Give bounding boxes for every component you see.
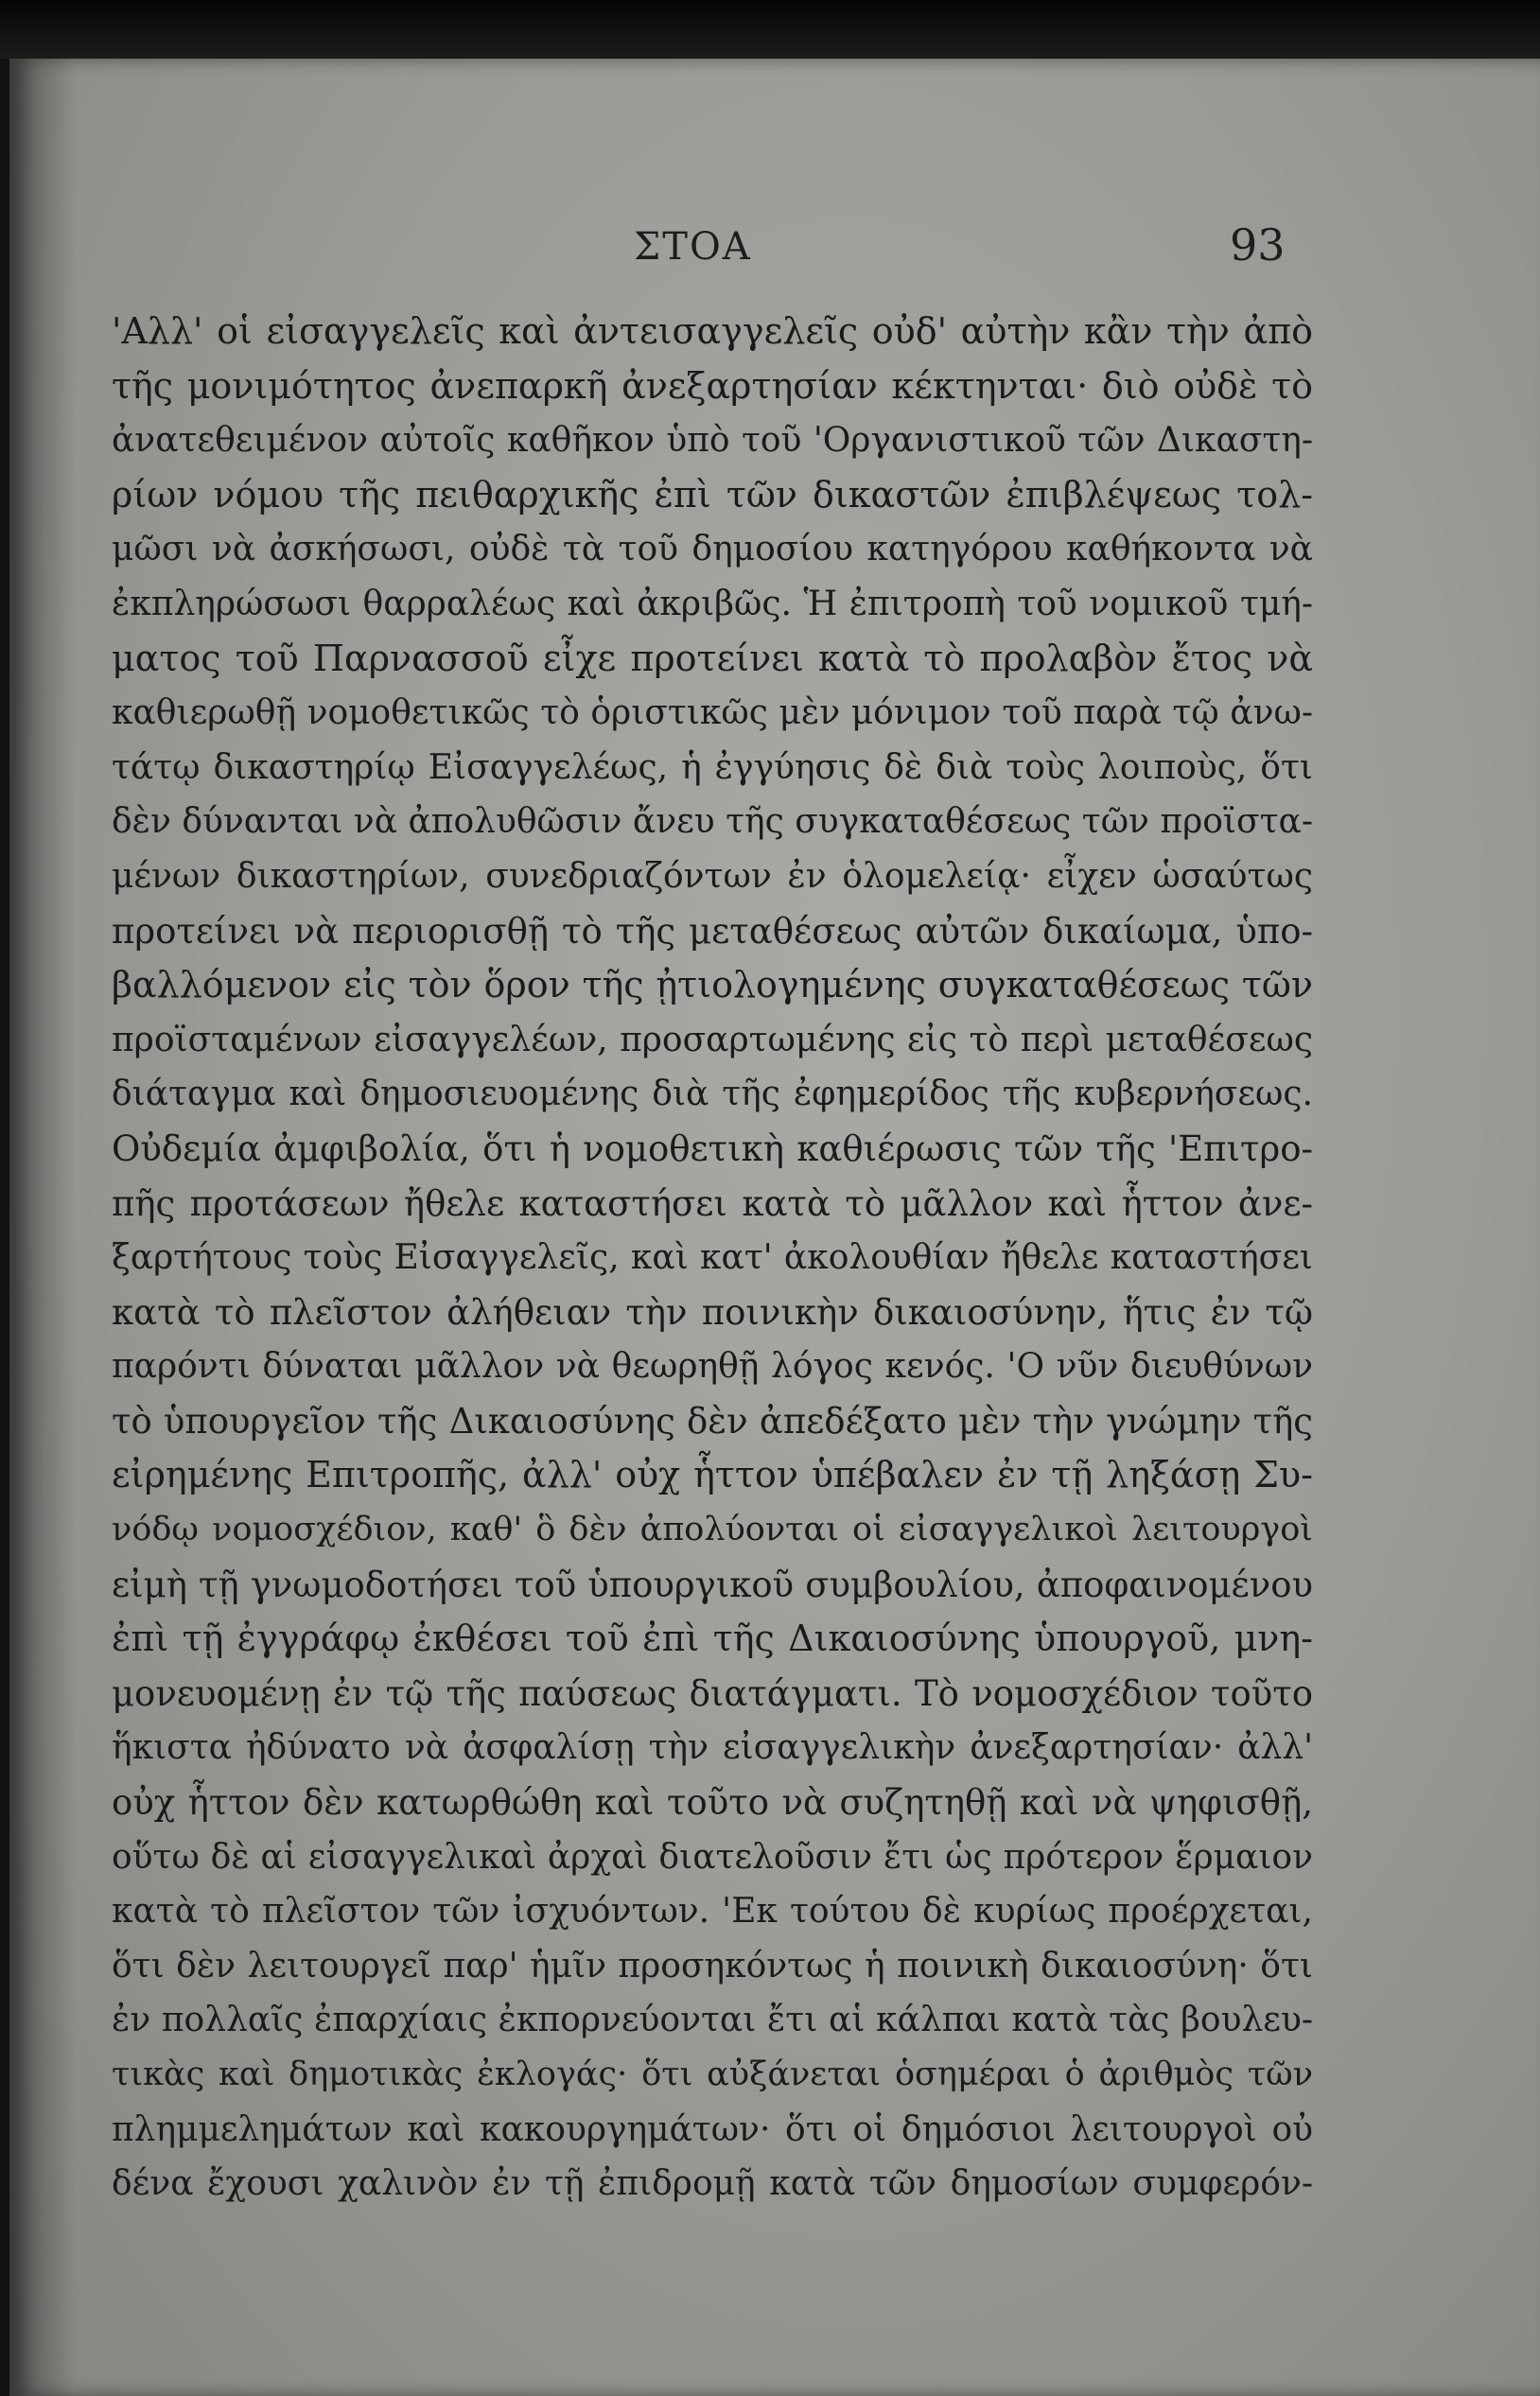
text-line: πλημμελημάτων καὶ κακουργημάτων· ὅτι οἱ δημόσιοι λειτουργοὶ οὐ (112, 2109, 1313, 2149)
text-line: ἥκιστα ἠδύνατο νὰ ἀσφαλίσῃ τὴν εἰσαγγελικὴν ἀνεξαρτησίαν· ἀλλ' (112, 1728, 1313, 1768)
text-line: οὐχ ἧττον δὲν κατωρθώθη καὶ τοῦτο νὰ συζητηθῇ καὶ νὰ ψηφισθῇ, (112, 1782, 1313, 1824)
text-line: προτείνει νὰ περιορισθῇ τὸ τῆς μεταθέσεως αὐτῶν δικαίωμα, ὑπο- (112, 910, 1313, 952)
text-line: ξαρτήτους τοὺς Εἰσαγγελεῖς, καὶ κατ' ἀκολουθίαν ἤθελε καταστήσει (112, 1238, 1313, 1278)
body-text (112, 305, 1313, 2212)
text-line: πῆς προτάσεων ἤθελε καταστήσει κατὰ τὸ μᾶλλον καὶ ἧττον ἀνε- (112, 1182, 1313, 1224)
text-line: καθιερωθῇ νομοθετικῶς τὸ ὁριστικῶς μὲν μόνιμον τοῦ παρὰ τῷ ἀνω- (112, 693, 1313, 733)
text-line: εἰρημένης Επιτροπῆς, ἀλλ' οὐχ ἧττον ὑπέβαλεν ἐν τῇ ληξάσῃ Συ- (112, 1454, 1313, 1496)
text-line: δένα ἔχουσι χαλινὸν ἐν τῇ ἐπιδρομῇ κατὰ τῶν δημοσίων συμφερόν- (112, 2164, 1313, 2204)
text-line: ἐν πολλαῖς ἐπαρχίαις ἐκπορνεύονται ἔτι αἱ κάλπαι κατὰ τὰς βουλευ- (112, 2001, 1313, 2040)
text-line: διάταγμα καὶ δημοσιευομένης διὰ τῆς ἐφημερίδος τῆς κυβερνήσεως. (112, 1075, 1313, 1114)
text-line: ὅτι δὲν λειτουργεῖ παρ' ἡμῖν προσηκόντως ἡ ποινικὴ δικαιοσύνη· ὅτι (112, 1946, 1313, 1985)
text-line: τὸ ὑπουργεῖον τῆς Δικαιοσύνης δὲν ἀπεδέξατο μὲν τὴν γνώμην τῆς (112, 1400, 1313, 1442)
text-line: Οὐδεμία ἀμφιβολία, ὅτι ἡ νομοθετικὴ καθιέρωσις τῶν τῆς 'Επιτρο- (112, 1128, 1313, 1169)
text-line: μονευομένῃ ἐν τῷ τῆς παύσεως διατάγματι. Τὸ νομοσχέδιον τοῦτο (112, 1672, 1313, 1714)
text-line: ἐκπληρώσωσι θαρραλέως καὶ ἀκριβῶς. Ἡ ἐπιτροπὴ τοῦ νομικοῦ τμή- (112, 584, 1313, 623)
gutter-shadow (9, 59, 76, 2396)
text-line: εἰμὴ τῇ γνωμοδοτήσει τοῦ ὑπουργικοῦ συμβουλίου, ἀποφαινομένου (112, 1564, 1313, 1605)
text-line: νόδῳ νομοσχέδιον, καθ' ὃ δὲν ἀπολύονται οἱ εἰσαγγελικοὶ λειτουργοὶ (112, 1511, 1313, 1549)
text-line: ἐπὶ τῇ ἐγγράφῳ ἐκθέσει τοῦ ἐπὶ τῆς Δικαιοσύνης ὑπουργοῦ, μνη- (112, 1618, 1313, 1660)
text-line: κατὰ τὸ πλεῖστον ἀλήθειαν τὴν ποινικὴν δικαιοσύνην, ἥτις ἐν τῷ (112, 1291, 1313, 1333)
text-line: προϊσταμένων εἰσαγγελέων, προσαρτωμένης εἰς τὸ περὶ μεταθέσεως (112, 1020, 1313, 1059)
text-line: τῆς μονιμότητος ἀνεπαρκῆ ἀνεξαρτησίαν κέκτηνται· διὸ οὐδὲ τὸ (112, 364, 1313, 407)
text-line: δὲν δύνανται νὰ ἀπολυθῶσιν ἄνευ τῆς συγκαταθέσεως τῶν προϊστα- (112, 802, 1313, 842)
page-number: 93 (1230, 219, 1286, 271)
running-head: ΣΤΟΑ (634, 225, 752, 269)
text-line: κατὰ τὸ πλεῖστον τῶν ἰσχυόντων. 'Εκ τούτου δὲ κυρίως προέρχεται, (112, 1892, 1313, 1932)
text-line: μένων δικαστηρίων, συνεδριαζόντων ἐν ὁλομελείᾳ· εἶχεν ὡσαύτως (112, 856, 1313, 896)
scan-top-edge (0, 0, 1540, 59)
text-line: βαλλόμενον εἰς τὸν ὅρον τῆς ᾐτιολογημένης συγκαταθέσεως τῶν (112, 964, 1313, 1006)
text-line: ματος τοῦ Παρνασσοῦ εἶχε προτείνει κατὰ τὸ προλαβὸν ἔτος νὰ (112, 637, 1313, 679)
text-line: τάτῳ δικαστηρίῳ Εἰσαγγελέως, ἡ ἐγγύησις δὲ διὰ τοὺς λοιποὺς, ὅτι (112, 747, 1313, 787)
text-line: μῶσι νὰ ἀσκήσωσι, οὐδὲ τὰ τοῦ δημοσίου κατηγόρου καθήκοντα νὰ (112, 530, 1313, 569)
text-line: οὕτω δὲ αἱ εἰσαγγελικαὶ ἀρχαὶ διατελοῦσιν ἔτι ὡς πρότερον ἕρμαιον (112, 1837, 1313, 1877)
text-line: 'Αλλ' οἱ εἰσαγγελεῖς καὶ ἀντεισαγγελεῖς οὐδ' αὐτὴν κἂν τὴν ἀπὸ (112, 310, 1313, 352)
text-line: τικὰς καὶ δημοτικὰς ἐκλογάς· ὅτι αὐξάνεται ὁσημέραι ὁ ἀριθμὸς τῶν (112, 2055, 1313, 2093)
text-line: ρίων νόμου τῆς πειθαρχικῆς ἐπὶ τῶν δικαστῶν ἐπιβλέψεως τολ- (112, 473, 1313, 516)
text-line: παρόντι δύναται μᾶλλον νὰ θεωρηθῇ λόγος κενός. 'Ο νῦν διευθύνων (112, 1347, 1313, 1387)
text-line: ἀνατεθειμένον αὐτοῖς καθῆκον ὑπὸ τοῦ 'Οργανιστικοῦ τῶν Δικαστη- (112, 421, 1313, 461)
